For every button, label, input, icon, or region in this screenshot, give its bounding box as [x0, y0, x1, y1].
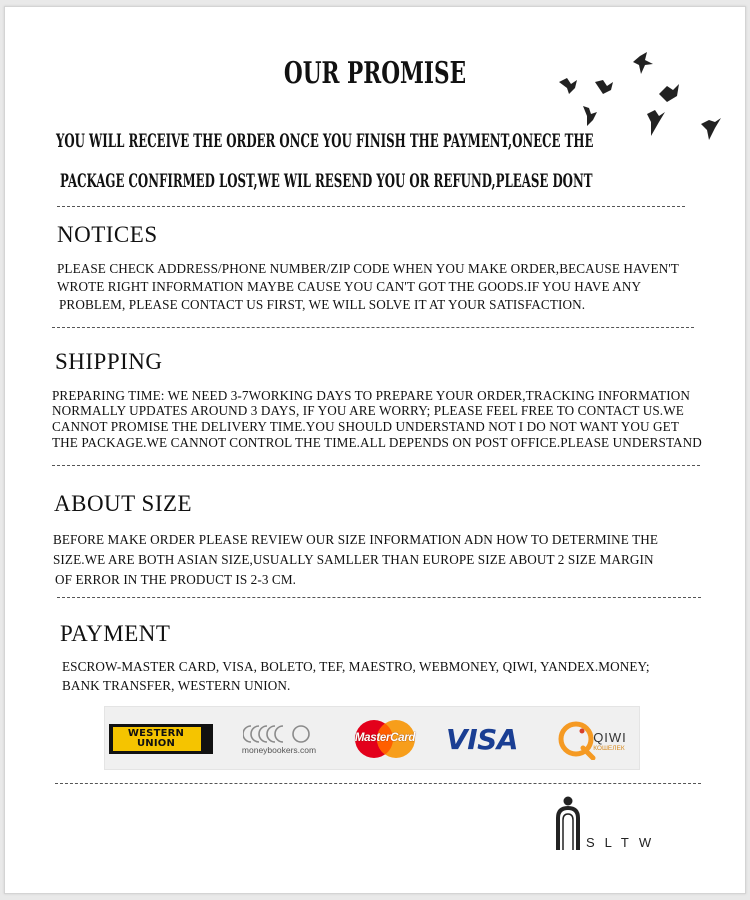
western-union-logo — [107, 707, 215, 771]
promise-line-2: PACKAGE CONFIRMED LOST,WE WIL RESEND YOU OR REFUND,PLEASE DONT — [60, 170, 593, 192]
notices-line-1: PLEASE CHECK ADDRESS/PHONE NUMBER/ZIP CODE WHEN YOU MAKE ORDER,BECAUSE HAVEN'T — [57, 261, 679, 276]
moneybookers-logo — [231, 707, 327, 771]
payment-line-1: ESCROW-MASTER CARD, VISA, BOLETO, TEF, MAESTRO, WEBMONEY, QIWI, YANDEX.MONEY; — [62, 659, 650, 674]
notices-title: NOTICES — [57, 222, 158, 247]
notices-line-2: WROTE RIGHT INFORMATION MAYBE CAUSE YOU CAN'T GOT THE GOODS.IF YOU HAVE ANY — [57, 279, 642, 294]
page-title: OUR PROMISE — [283, 56, 467, 91]
brand-logo-icon — [553, 796, 583, 852]
shipping-line-4: THE PACKAGE.WE CANNOT CONTROL THE TIME.ALL DEPENDS ON POST OFFICE.PLEASE UNDERSTAND — [52, 435, 702, 450]
payment-logos — [104, 706, 640, 770]
qiwi-logo — [541, 707, 641, 771]
mastercard-text: MasterCard — [354, 732, 416, 744]
shipping-line-1: PREPARING TIME: WE NEED 3-7WORKING DAYS TO PREPARE YOUR ORDER,TRACKING INFORMATION — [52, 388, 690, 403]
divider — [57, 597, 701, 598]
notices-line-3: PROBLEM, PLEASE CONTACT US FIRST, WE WILL SOLVE IT AT YOUR SATISFACTION. — [59, 297, 586, 312]
shipping-title: SHIPPING — [55, 349, 163, 374]
payment-title: PAYMENT — [60, 621, 171, 646]
visa-text: VISA — [446, 722, 518, 756]
payment-line-2: BANK TRANSFER, WESTERN UNION. — [62, 678, 291, 693]
promise-line-1: YOU WILL RECEIVE THE ORDER ONCE YOU FINISH THE PAYMENT,ONECE THE — [56, 130, 594, 152]
about-size-line-1: BEFORE MAKE ORDER PLEASE REVIEW OUR SIZE INFORMATION ADN HOW TO DETERMINE THE — [53, 532, 659, 547]
bird-icon — [647, 110, 665, 136]
about-size-line-3: OF ERROR IN THE PRODUCT IS 2-3 CM. — [55, 572, 297, 587]
divider — [55, 783, 701, 784]
qiwi-text: QIWI — [593, 730, 627, 745]
bird-icon — [583, 106, 597, 126]
divider — [52, 327, 694, 328]
mastercard-logo — [347, 707, 423, 771]
moneybookers-icon — [243, 723, 315, 745]
brand-letters: SLTW — [586, 835, 662, 850]
qiwi-subtext: КОШЕЛЕК — [593, 745, 625, 752]
about-size-line-2: SIZE.WE ARE BOTH ASIAN SIZE,USUALLY SAMLLER THAN EUROPE SIZE ABOUT 2 SIZE MARGIN — [53, 552, 654, 567]
western-union-text: WESTERN — [127, 728, 185, 739]
about-size-title: ABOUT SIZE — [54, 491, 193, 516]
moneybookers-text: moneybookers.com — [241, 745, 317, 755]
visa-logo — [439, 707, 525, 771]
bird-icon — [701, 118, 721, 140]
western-union-text: UNION — [136, 738, 176, 749]
shipping-line-3: CANNOT PROMISE THE DELIVERY TIME.YOU SHOULD UNDERSTAND NOT I DO NOT WANT YOU GET — [52, 419, 679, 434]
divider — [52, 465, 700, 466]
bird-icon — [659, 84, 679, 102]
divider — [57, 206, 685, 207]
qiwi-icon — [555, 718, 597, 760]
shipping-line-2: NORMALLY UPDATES AROUND 3 DAYS, IF YOU ARE WORRY; PLEASE FEEL FREE TO CONTACT US.WE — [52, 403, 684, 418]
